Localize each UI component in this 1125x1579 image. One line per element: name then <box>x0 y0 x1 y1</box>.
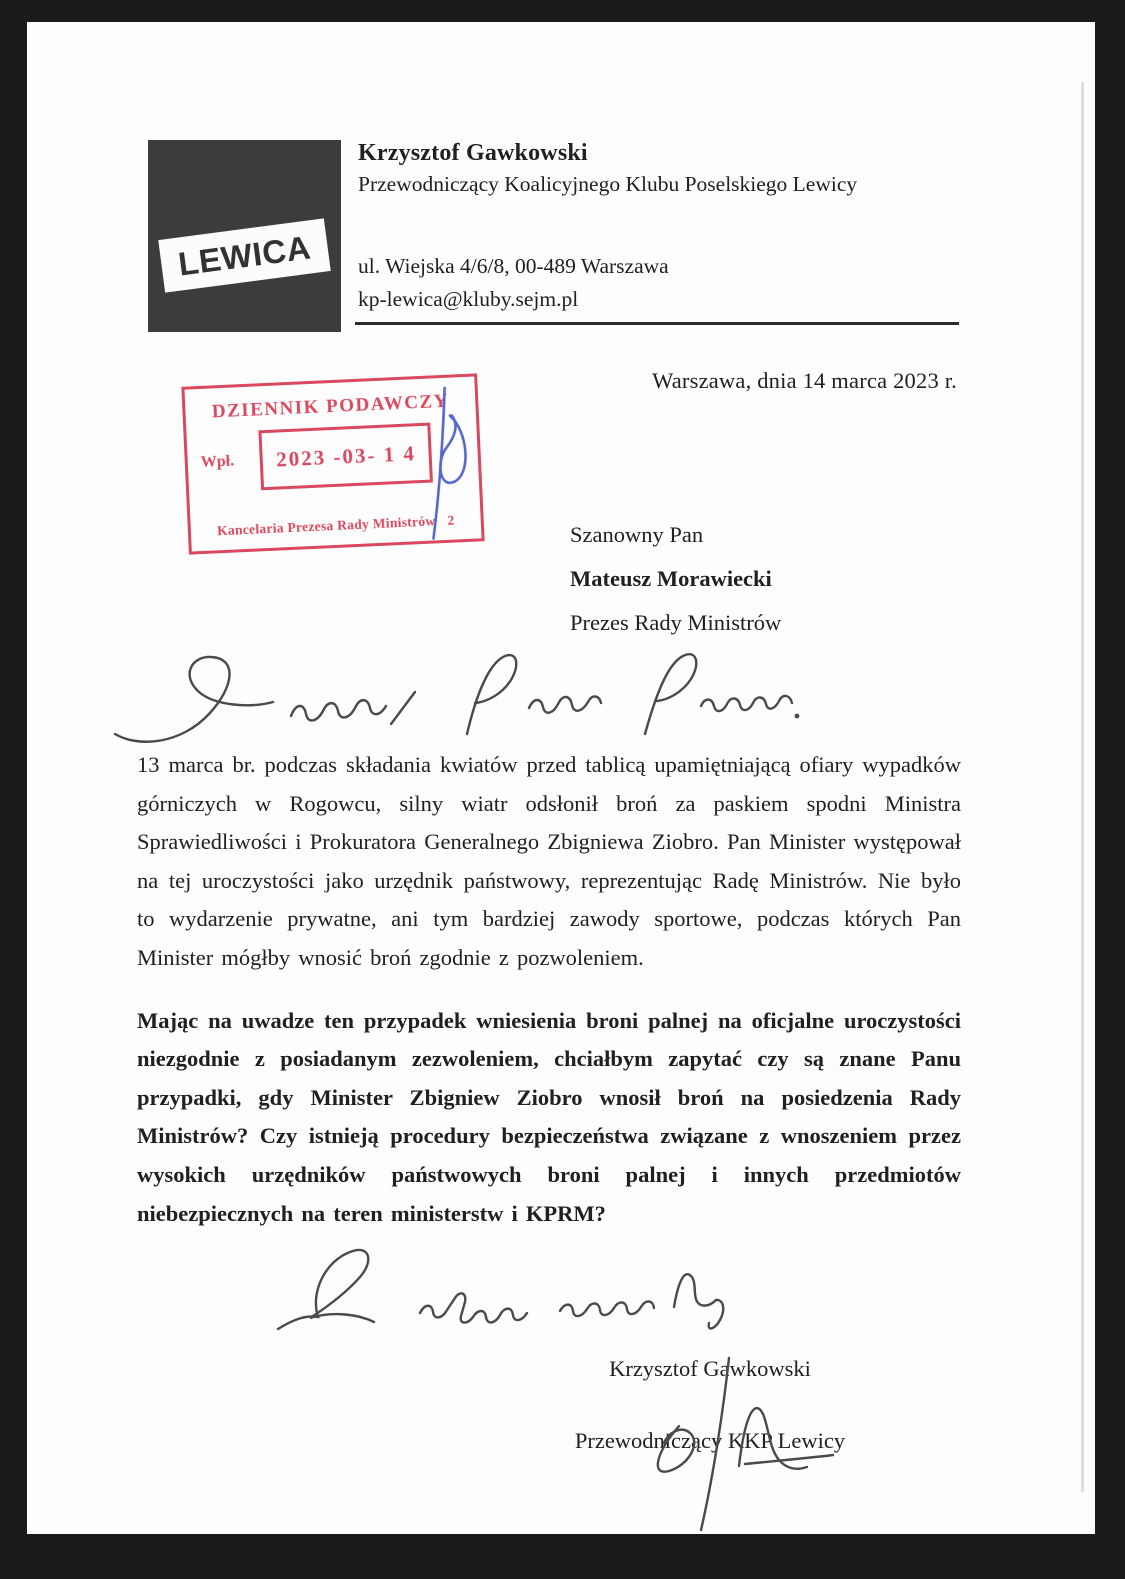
lewica-logo-banner <box>158 218 330 292</box>
handwritten-signature <box>617 1350 842 1540</box>
registry-stamp <box>181 373 484 554</box>
header-divider <box>355 322 959 325</box>
stamp-date-box: 2023 -03- 1 4 <box>259 423 434 491</box>
stamp-title: DZIENNIK PODAWCZY <box>211 390 450 423</box>
letter-body <box>137 746 961 1233</box>
handwritten-salutation <box>105 648 805 758</box>
sender-name: Krzysztof Gawkowski <box>358 140 588 166</box>
recipient-salutation: Szanowny Pan <box>570 522 704 547</box>
document-page <box>27 22 1095 1534</box>
stamp-copy-number: 2 <box>447 512 455 528</box>
signature-title: Przewodniczący KKP Lewicy <box>574 1428 846 1453</box>
pen-scribble-icon <box>393 382 485 549</box>
body-paragraph-1: 13 marca br. podczas składania kwiatów przed tablicą upamiętniającą ofiary wypadków górniczych w Rogowcu, silny wiatr odsłonił broń za paskiem spodni Ministra Sprawiedliwości i Prokuratora Generalnego Zbigniewa Ziobro. Pan Minister występował na tej uroczystości jako urzędnik państwowy, reprezentując Radę Ministrów. Nie było to wydarzenie prywatne, ani tym bardziej zawody sportowe, podczas których Pan Minister mógłby wnosić broń zgodnie z pozwoleniem. <box>137 752 961 970</box>
sender-address <box>358 250 960 316</box>
body-paragraph-2: Mając na uwadze ten przypadek wniesienia broni palnej na oficjalne uroczystości niezgodnie z posiadanym zezwoleniem, chciałbym zapytać czy są znane Panu przypadki, gdy Minister Zbigniew Ziobro wnosił broń na posiedzenia Rady Ministrów? Czy istnieją procedury bezpieczeństwa związane z wnoszeniem przez wysokich urzędników państwowych broni palnej i innych przedmiotów niebezpiecznych na teren ministerstw i KPRM? <box>137 1007 961 1226</box>
sender-email: kp-lewica@kluby.sejm.pl <box>358 287 579 311</box>
stamp-received-label: Wpł. <box>200 452 235 471</box>
recipient-block <box>570 522 781 654</box>
lewica-logo-text: LEWICA <box>176 227 313 283</box>
handwritten-closing <box>270 1243 780 1343</box>
stamp-office-name: Kancelaria Prezesa Rady Ministrów <box>216 513 436 539</box>
scan-artifact-line <box>1081 82 1084 1492</box>
recipient-title: Prezes Rady Ministrów <box>570 610 782 635</box>
signature-name: Krzysztof Gawkowski <box>609 1356 811 1381</box>
sender-title: Przewodniczący Koalicyjnego Klubu Poselskiego Lewicy <box>358 172 858 196</box>
recipient-name: Mateusz Morawiecki <box>570 566 772 591</box>
lewica-logo <box>148 140 341 332</box>
sender-block <box>358 140 960 316</box>
sender-address-line: ul. Wiejska 4/6/8, 00-489 Warszawa <box>358 254 669 278</box>
date-line: Warszawa, dnia 14 marca 2023 r. <box>652 368 957 393</box>
